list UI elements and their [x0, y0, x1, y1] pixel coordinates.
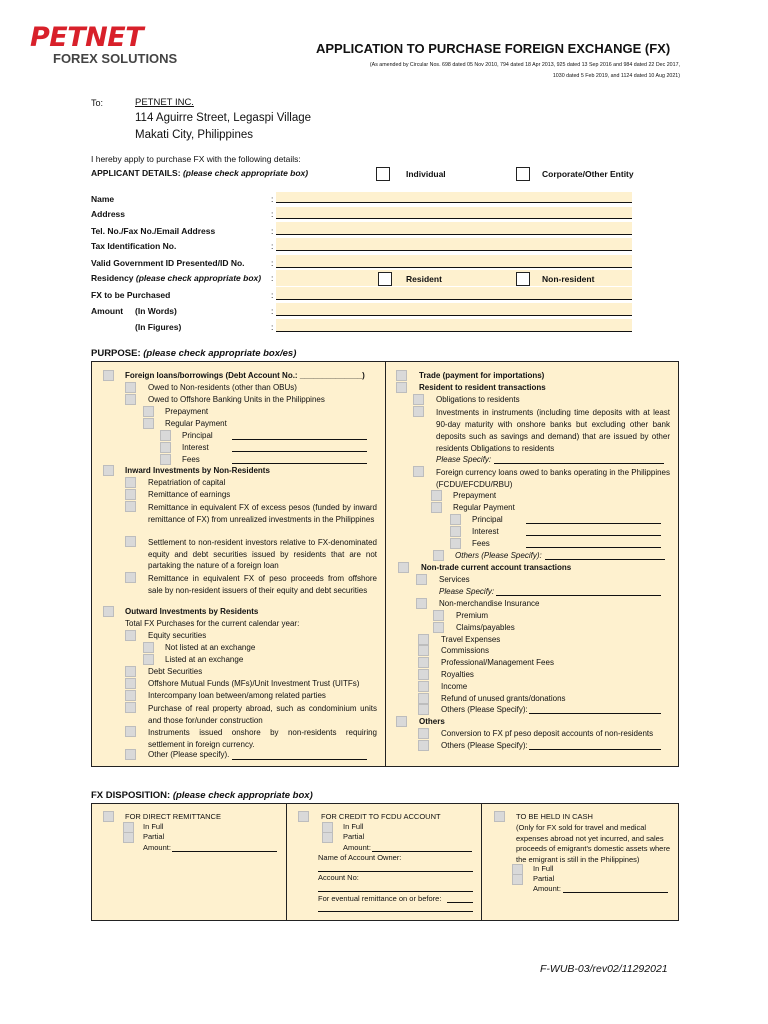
tin-label: Tax Identification No.: [91, 241, 177, 251]
fc-principal-line[interactable]: [526, 523, 661, 524]
intercompany-loan-checkbox[interactable]: [125, 690, 136, 701]
loan-fees-line[interactable]: [232, 463, 367, 464]
instruments-onshore-checkbox[interactable]: [125, 726, 136, 737]
in-words-label: (In Words): [135, 306, 177, 316]
name-label: Name: [91, 194, 115, 204]
tin-field[interactable]: [276, 238, 632, 251]
gov-id-colon: :: [271, 258, 274, 268]
residency-hint: (please check appropriate box): [135, 273, 262, 283]
fcdu-amount-label: Amount:: [343, 843, 371, 852]
other-left-label: Other (Please specify).: [148, 750, 230, 759]
loan-principal-line[interactable]: [232, 439, 367, 440]
conversion-fx-checkbox[interactable]: [418, 728, 429, 739]
fx-purchased-label: FX to be Purchased: [91, 290, 171, 300]
royalties-checkbox[interactable]: [418, 669, 429, 680]
cash-in-full-label: In Full: [533, 864, 554, 873]
debt-securities-label: Debt Securities: [148, 667, 203, 676]
investments-instruments-label: Investments in instruments (including time deposits with at least 90-day maturity with onshore banks but excluding other bank deposits such as savings and demand) that are issued by other residents Obligations to residents: [436, 408, 670, 453]
loan-interest-checkbox[interactable]: [160, 442, 171, 453]
outward-investments-label: Outward Investments by Residents: [125, 607, 259, 616]
fc-regular-payment-label: Regular Payment: [453, 503, 515, 512]
owed-nonresidents-label: Owed to Non-residents (other than OBUs): [148, 383, 297, 392]
fc-loans-checkbox[interactable]: [413, 466, 424, 477]
logo-subtitle: FOREX SOLUTIONS: [53, 51, 178, 66]
non-trade-others-checkbox[interactable]: [418, 704, 429, 715]
fcdu-eventual-label: For eventual remittance on or before:: [318, 894, 442, 903]
resident-to-resident-checkbox[interactable]: [396, 382, 407, 393]
applicant-hint: (please check appropriate box): [182, 168, 309, 178]
inward-investments-label: Inward Investments by Non-Residents: [125, 466, 270, 475]
fc-interest-line[interactable]: [526, 535, 661, 536]
fc-loans-label: Foreign currency loans owed to banks operating in the Philippines (FCDU/EFCDU/RBU): [436, 468, 670, 489]
services-label: Services: [439, 575, 470, 584]
amendment-note-2: 1030 dated 5 Feb 2019, and 1124 dated 10 Aug 2021): [552, 73, 680, 79]
direct-remittance-checkbox[interactable]: [103, 811, 114, 822]
fcdu-partial-checkbox[interactable]: [322, 832, 333, 843]
fcdu-owner-line[interactable]: [318, 871, 473, 872]
address-colon: :: [271, 209, 274, 219]
fc-fees-label: Fees: [472, 539, 490, 548]
contact-label: Tel. No./Fax No./Email Address: [91, 226, 216, 236]
listed-checkbox[interactable]: [143, 654, 154, 665]
loan-interest-line[interactable]: [232, 451, 367, 452]
amendment-note-1: (As amended by Circular Nos. 698 dated 05 Nov 2010, 794 dated 18 Apr 2013, 925 dated 13 Sep 2016 and 984 dated 22 Dec 2017,: [369, 62, 680, 68]
gov-id-label: Valid Government ID Presented/ID No.: [91, 258, 245, 268]
direct-remittance-title: FOR DIRECT REMITTANCE: [125, 812, 221, 821]
fc-fees-line[interactable]: [526, 547, 661, 548]
professional-fees-checkbox[interactable]: [418, 657, 429, 668]
address-field[interactable]: [276, 207, 632, 219]
direct-amount-line[interactable]: [172, 851, 277, 852]
fc-others-line[interactable]: [545, 559, 665, 560]
name-colon: :: [271, 194, 274, 204]
others-right-checkbox[interactable]: [396, 716, 407, 727]
intro-text: I hereby apply to purchase FX with the following details:: [91, 154, 301, 164]
services-checkbox[interactable]: [416, 574, 427, 585]
in-figures-colon: :: [271, 322, 274, 332]
others-right-label: Others: [419, 717, 445, 726]
equity-securities-checkbox[interactable]: [125, 630, 136, 641]
fc-prepayment-label: Prepayment: [453, 491, 497, 500]
fc-interest-label: Interest: [472, 527, 499, 536]
amount-figures-field[interactable]: [276, 319, 632, 332]
rr-please-specify-line[interactable]: [494, 463, 664, 464]
fc-principal-label: Principal: [472, 515, 503, 524]
premium-label: Premium: [456, 611, 489, 620]
owed-nonresidents-checkbox[interactable]: [125, 382, 136, 393]
mutual-funds-label: Offshore Mutual Funds (MFs)/Unit Investment Trust (UITFs): [148, 679, 360, 688]
loan-prepayment-label: Prepayment: [165, 407, 209, 416]
non-trade-checkbox[interactable]: [398, 562, 409, 573]
fc-others-label: Others (Please Specify):: [455, 551, 542, 560]
income-checkbox[interactable]: [418, 681, 429, 692]
owed-obu-checkbox[interactable]: [125, 394, 136, 405]
other-left-line[interactable]: [232, 759, 367, 760]
fcdu-partial-label: Partial: [343, 832, 365, 841]
loan-fees-checkbox[interactable]: [160, 454, 171, 465]
cash-amount-line[interactable]: [563, 892, 668, 893]
purpose-hint: (please check appropriate box/es): [143, 348, 297, 359]
fcdu-extra-line[interactable]: [318, 911, 473, 912]
nonresident-checkbox[interactable]: [516, 272, 530, 286]
commissions-checkbox[interactable]: [418, 645, 429, 656]
listed-label: Listed at an exchange: [165, 655, 244, 664]
corporate-label: Corporate/Other Entity: [542, 169, 634, 179]
disposition-label: FX DISPOSITION:: [91, 790, 171, 801]
fc-others-checkbox[interactable]: [433, 550, 444, 561]
resident-to-resident-label: Resident to resident transactions: [419, 383, 546, 392]
settlement-nonresident-checkbox[interactable]: [125, 536, 136, 547]
residency-colon: :: [271, 273, 274, 283]
others-specify-label: Others (Please Specify):: [441, 741, 528, 750]
outward-investments-checkbox[interactable]: [103, 606, 114, 617]
resident-checkbox[interactable]: [378, 272, 392, 286]
fcdu-account-label: Account No:: [318, 873, 359, 882]
fc-regular-payment-checkbox[interactable]: [431, 502, 442, 513]
cash-partial-checkbox[interactable]: [512, 874, 523, 885]
trade-label: Trade (payment for importations): [419, 371, 545, 380]
contact-colon: :: [271, 226, 274, 236]
others-specify-checkbox[interactable]: [418, 740, 429, 751]
fx-purchased-field[interactable]: [276, 287, 632, 300]
equity-securities-label: Equity securities: [148, 631, 207, 640]
residency-label-group: [91, 273, 261, 283]
disposition-heading: [91, 790, 313, 801]
fx-purchased-colon: :: [271, 290, 274, 300]
contact-field[interactable]: [276, 222, 632, 235]
rr-please-specify-label: Please Specify:: [436, 455, 492, 464]
cash-partial-label: Partial: [533, 874, 555, 883]
logo: [30, 24, 220, 74]
non-trade-label: Non-trade current account transactions: [421, 563, 572, 572]
travel-expenses-checkbox[interactable]: [418, 634, 429, 645]
residency-label: Residency: [91, 273, 134, 283]
not-listed-label: Not listed at an exchange: [165, 643, 256, 652]
cash-title: TO BE HELD IN CASH: [516, 812, 593, 821]
investments-instruments-checkbox[interactable]: [413, 406, 424, 417]
non-trade-others-line[interactable]: [529, 713, 661, 714]
travel-expenses-label: Travel Expenses: [441, 635, 501, 644]
professional-fees-label: Professional/Management Fees: [441, 658, 554, 667]
repatriation-label: Repatriation of capital: [148, 478, 226, 487]
debt-securities-checkbox[interactable]: [125, 666, 136, 677]
inward-investments-checkbox[interactable]: [103, 465, 114, 476]
obligations-residents-label: Obligations to residents: [436, 395, 520, 404]
cash-checkbox[interactable]: [494, 811, 505, 822]
corporate-checkbox[interactable]: [516, 167, 530, 181]
settlement-nonresident-label: Settlement to non-resident investors relative to FX-denominated equity and debt securities issued by residents that are not partaking the nature of a foreign loan: [148, 538, 377, 570]
instruments-onshore-label: Instruments issued onshore by non-residents requiring settlement in foreign currency.: [148, 728, 377, 749]
fcdu-owner-label: Name of Account Owner:: [318, 853, 402, 862]
form-code: F-WUB-03/rev02/11292021: [540, 963, 668, 975]
intercompany-loan-label: Intercompany loan between/among related parties: [148, 691, 326, 700]
services-specify-label: Please Specify:: [439, 587, 495, 596]
logo-brand: PETNET: [30, 22, 144, 53]
fcdu-account-line[interactable]: [318, 891, 473, 892]
excess-pesos-checkbox[interactable]: [125, 501, 136, 512]
royalties-label: Royalties: [441, 670, 474, 679]
loan-interest-label: Interest: [182, 443, 209, 452]
fc-principal-checkbox[interactable]: [450, 514, 461, 525]
disposition-hint: (please check appropriate box): [172, 790, 313, 801]
non-merch-insurance-checkbox[interactable]: [416, 598, 427, 609]
obligations-residents-checkbox[interactable]: [413, 394, 424, 405]
individual-checkbox[interactable]: [376, 167, 390, 181]
address-label: Address: [91, 209, 126, 219]
fcdu-amount-line[interactable]: [372, 851, 472, 852]
refund-grants-label: Refund of unused grants/donations: [441, 694, 566, 703]
to-address-2: Makati City, Philippines: [135, 129, 254, 141]
cash-note: (Only for FX sold for travel and medical expenses abroad not yet incurred, and sales proceeds of emigrant's domestic assets where the emigrant is still in the Philippines): [516, 823, 671, 864]
fcdu-eventual-line[interactable]: [447, 902, 473, 903]
excess-pesos-label: Remittance in equivalent FX of excess pesos (funded by inward remittance of FX) from unrealized investments in the Philippines: [148, 503, 377, 524]
real-property-label: Purchase of real property abroad, such as condominium units and those for/under construction: [148, 704, 377, 725]
repatriation-checkbox[interactable]: [125, 477, 136, 488]
trade-checkbox[interactable]: [396, 370, 407, 381]
direct-partial-label: Partial: [143, 832, 165, 841]
loan-principal-checkbox[interactable]: [160, 430, 171, 441]
non-merch-insurance-label: Non-merchandise Insurance: [439, 599, 540, 608]
premium-checkbox[interactable]: [433, 610, 444, 621]
cash-amount-label: Amount:: [533, 884, 561, 893]
purpose-heading: [91, 348, 296, 359]
amount-label: Amount: [91, 306, 124, 316]
to-address-1: 114 Aguirre Street, Legaspi Village: [135, 112, 312, 124]
refund-grants-checkbox[interactable]: [418, 693, 429, 704]
purpose-label: PURPOSE:: [91, 348, 141, 359]
to-company: PETNET INC.: [135, 97, 194, 108]
claims-checkbox[interactable]: [433, 622, 444, 633]
gov-id-field[interactable]: [276, 255, 632, 268]
amount-words-field[interactable]: [276, 303, 632, 316]
commissions-label: Commissions: [441, 646, 490, 655]
in-words-colon: :: [271, 306, 274, 316]
in-figures-label: (In Figures): [135, 322, 182, 332]
income-label: Income: [441, 682, 468, 691]
real-property-checkbox[interactable]: [125, 702, 136, 713]
name-field[interactable]: [276, 192, 632, 203]
offshore-sale-checkbox[interactable]: [125, 572, 136, 583]
conversion-fx-label: Conversion to FX pf peso deposit accounts of non-residents: [441, 729, 654, 738]
fc-interest-checkbox[interactable]: [450, 526, 461, 537]
offshore-sale-label: Remittance in equivalent FX of peso proceeds from offshore sale by non-resident issuers of their equity and debt securities: [148, 574, 377, 595]
loan-prepayment-checkbox[interactable]: [143, 406, 154, 417]
loan-principal-label: Principal: [182, 431, 213, 440]
non-trade-others-label: Others (Please Specify):: [441, 705, 528, 714]
loan-regular-payment-checkbox[interactable]: [143, 418, 154, 429]
total-fx-label: Total FX Purchases for the current calendar year:: [125, 619, 300, 628]
foreign-loans-label: Foreign loans/borrowings (Debt Account No.: ______________): [125, 371, 365, 380]
fcdu-credit-title: FOR CREDIT TO FCDU ACCOUNT: [321, 812, 441, 821]
applicant-details-label: [91, 168, 308, 178]
direct-in-full-label: In Full: [143, 822, 164, 831]
other-left-checkbox[interactable]: [125, 749, 136, 760]
page-title: APPLICATION TO PURCHASE FOREIGN EXCHANGE (FX): [316, 41, 671, 56]
fcdu-in-full-label: In Full: [343, 822, 364, 831]
loan-fees-label: Fees: [182, 455, 200, 464]
claims-label: Claims/payables: [456, 623, 515, 632]
nonresident-label: Non-resident: [542, 274, 595, 284]
mutual-funds-checkbox[interactable]: [125, 678, 136, 689]
others-specify-line[interactable]: [529, 749, 661, 750]
remittance-earnings-label: Remittance of earnings: [148, 490, 231, 499]
direct-partial-checkbox[interactable]: [123, 832, 134, 843]
fc-prepayment-checkbox[interactable]: [431, 490, 442, 501]
fcdu-credit-checkbox[interactable]: [298, 811, 309, 822]
owed-obu-label: Owed to Offshore Banking Units in the Philippines: [148, 395, 325, 404]
resident-label: Resident: [406, 274, 442, 284]
remittance-earnings-checkbox[interactable]: [125, 489, 136, 500]
not-listed-checkbox[interactable]: [143, 642, 154, 653]
services-specify-line[interactable]: [496, 595, 661, 596]
foreign-loans-checkbox[interactable]: [103, 370, 114, 381]
fc-fees-checkbox[interactable]: [450, 538, 461, 549]
applicant-label: APPLICANT DETAILS:: [91, 168, 181, 178]
tin-colon: :: [271, 241, 274, 251]
loan-regular-payment-label: Regular Payment: [165, 419, 227, 428]
individual-label: Individual: [406, 169, 446, 179]
to-label: To:: [91, 98, 104, 108]
direct-amount-label: Amount:: [143, 843, 171, 852]
